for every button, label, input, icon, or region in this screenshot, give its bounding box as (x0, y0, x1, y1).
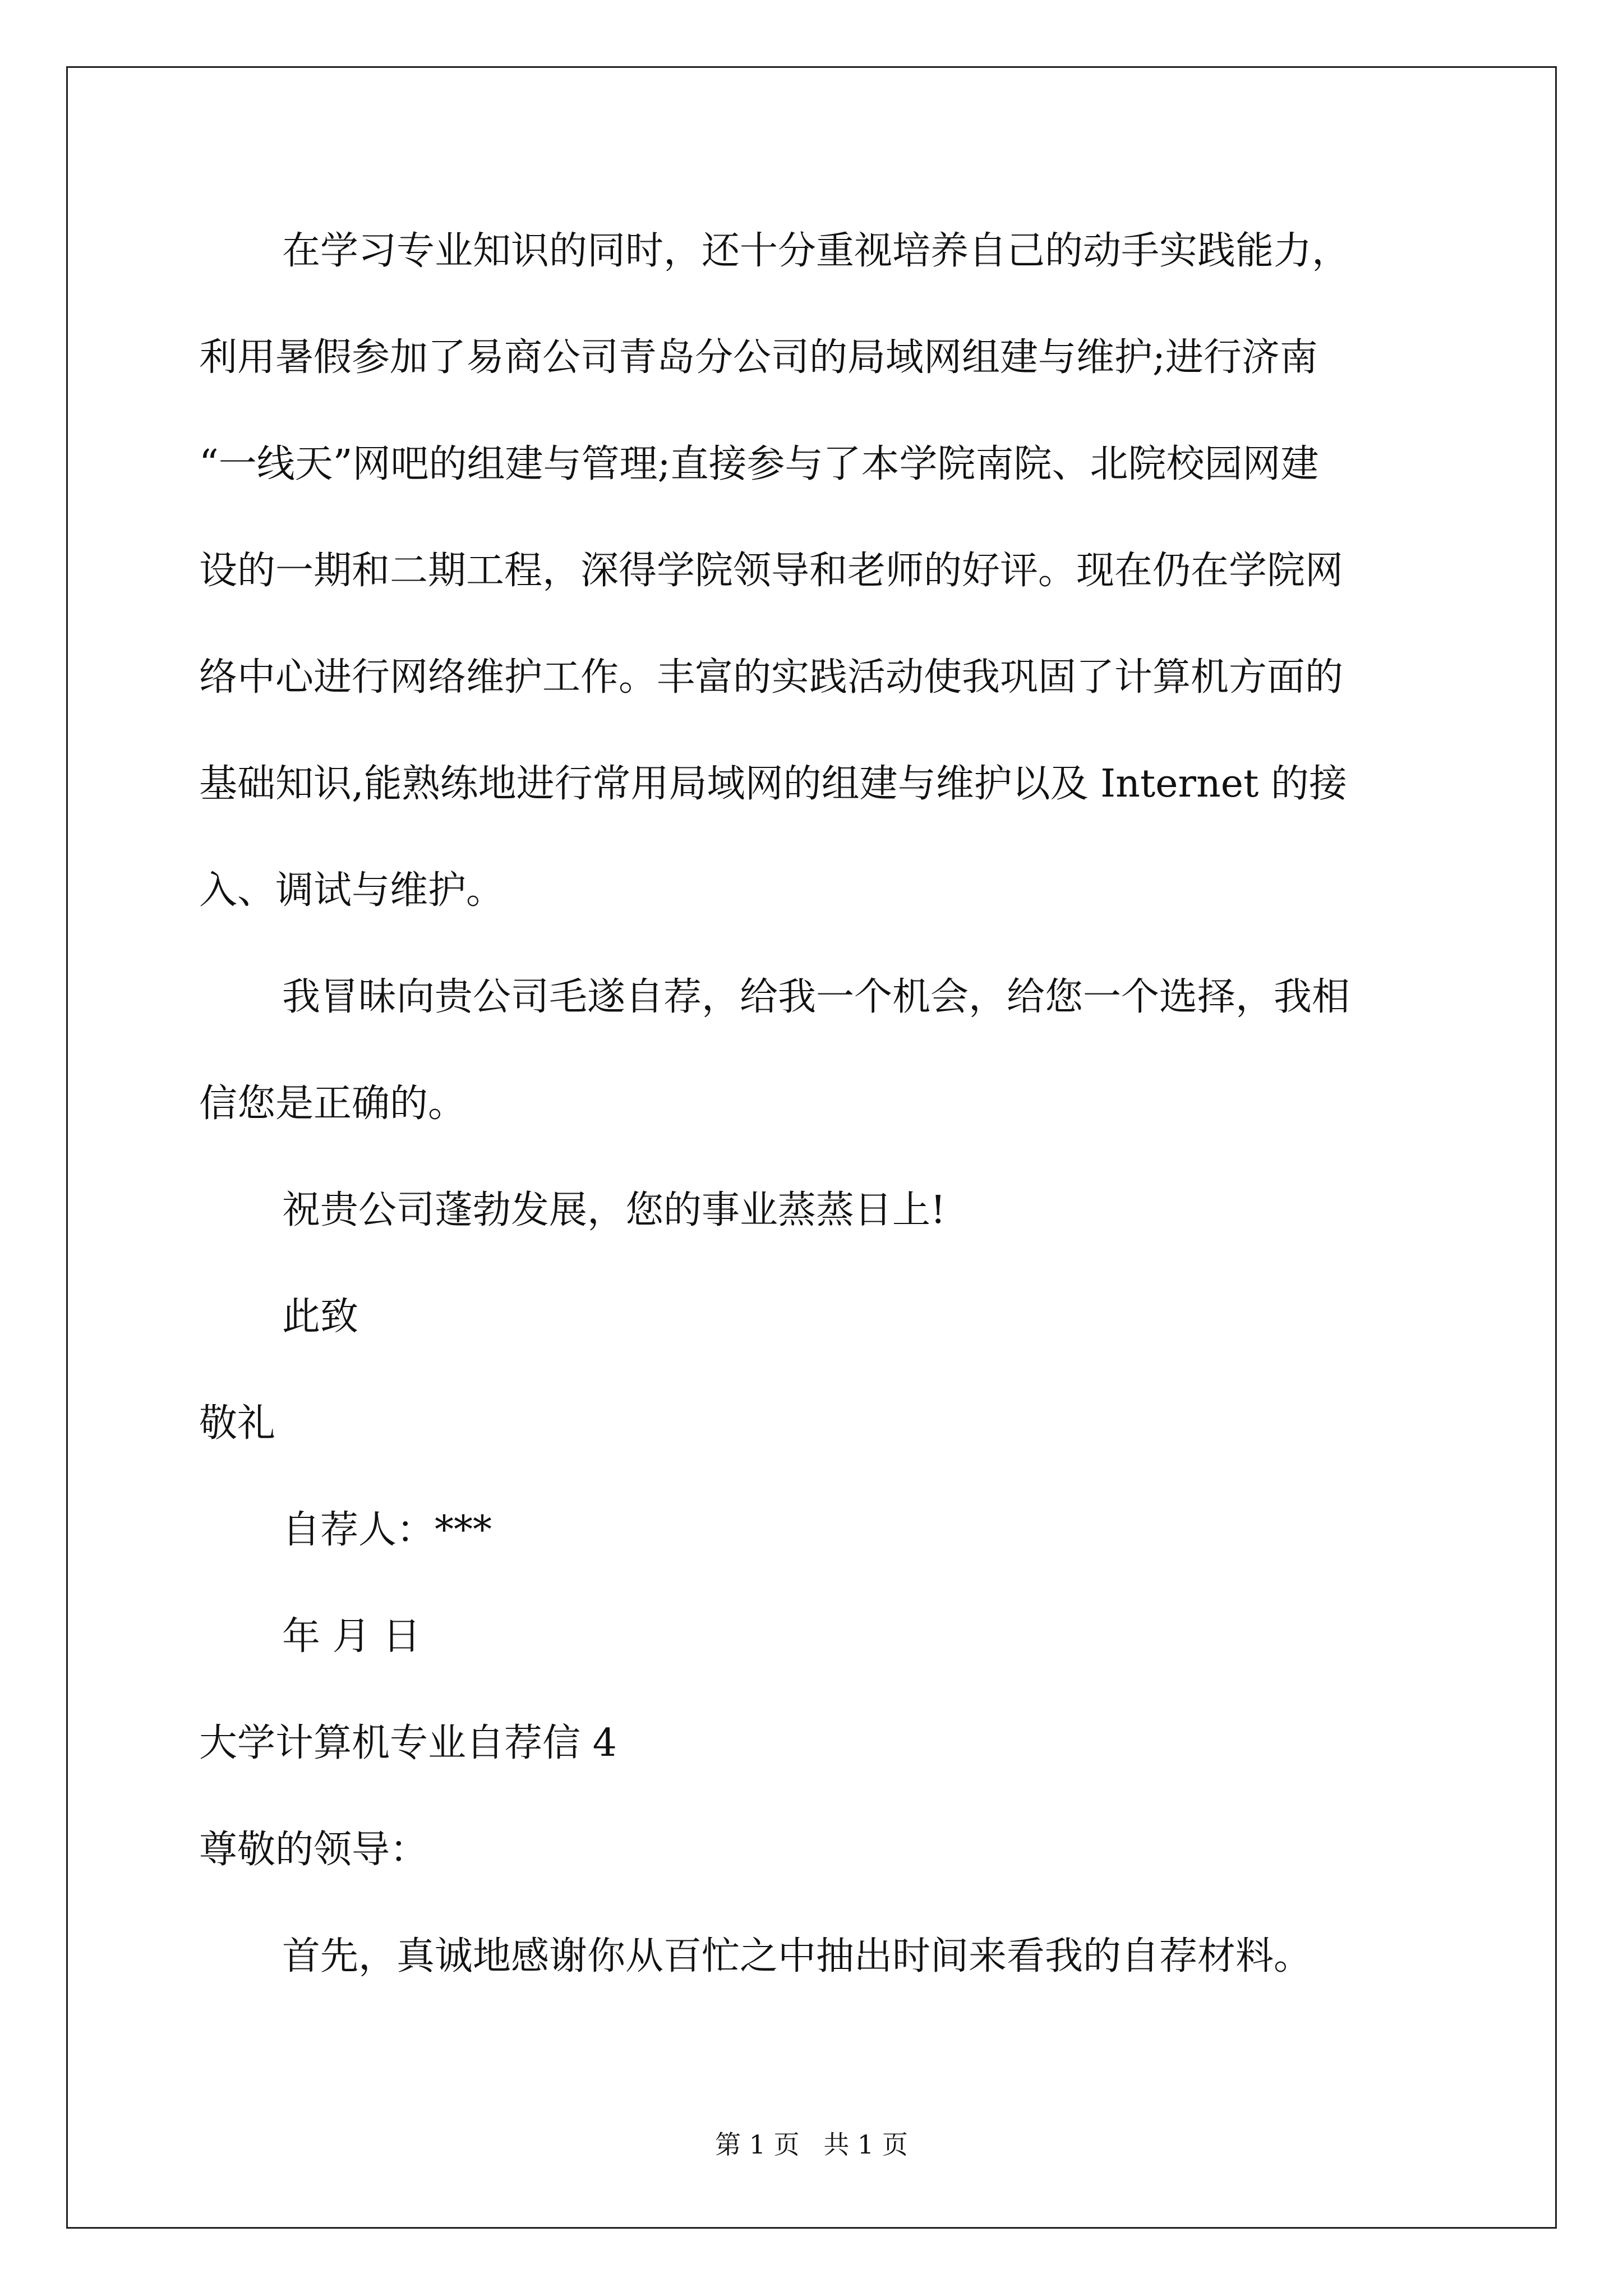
date-line: 年 月 日 (282, 1614, 421, 1659)
text-line: 在学习专业知识的同时，还十分重视培养自己的动手实践能力， (282, 229, 1350, 273)
page-border (66, 66, 1557, 2229)
page-total: 共 1 页 (823, 2129, 908, 2160)
salutation-close: 敬礼 (199, 1401, 276, 1446)
text-line: 利用暑假参加了易商公司青岛分公司的局域网组建与维护;进行济南 (199, 335, 1318, 380)
text-line: 设的一期和二期工程，深得学院领导和老师的好评。现在仍在学院网 (199, 549, 1344, 593)
text-line: 络中心进行网络维护工作。丰富的实践活动使我巩固了计算机方面的 (199, 655, 1344, 700)
text-line: 信您是正确的。 (199, 1082, 467, 1126)
page-number: 第 1 页 (715, 2129, 800, 2160)
text-line: “一线天”网吧的组建与管理;直接参与了本学院南院、北院校园网建 (199, 442, 1319, 486)
text-line: 祝贵公司蓬勃发展，您的事业蒸蒸日上! (282, 1188, 946, 1232)
greeting: 尊敬的领导： (199, 1828, 428, 1872)
closing-phrase: 此致 (282, 1295, 359, 1339)
text-line: 我冒昧向贵公司毛遂自荐，给我一个机会，给您一个选择，我相 (282, 975, 1350, 1019)
signature-line: 自荐人：*** (282, 1508, 492, 1552)
section-title: 大学计算机专业自荐信 4 (199, 1721, 617, 1765)
text-line: 基础知识,能熟练地进行常用局域网的组建与维护以及 Internet 的接 (199, 762, 1347, 806)
page-footer (0, 2129, 1623, 2160)
text-line: 首先，真诚地感谢你从百忙之中抽出时间来看我的自荐材料。 (282, 1934, 1312, 1978)
text-line: 入、调试与维护。 (199, 868, 505, 913)
